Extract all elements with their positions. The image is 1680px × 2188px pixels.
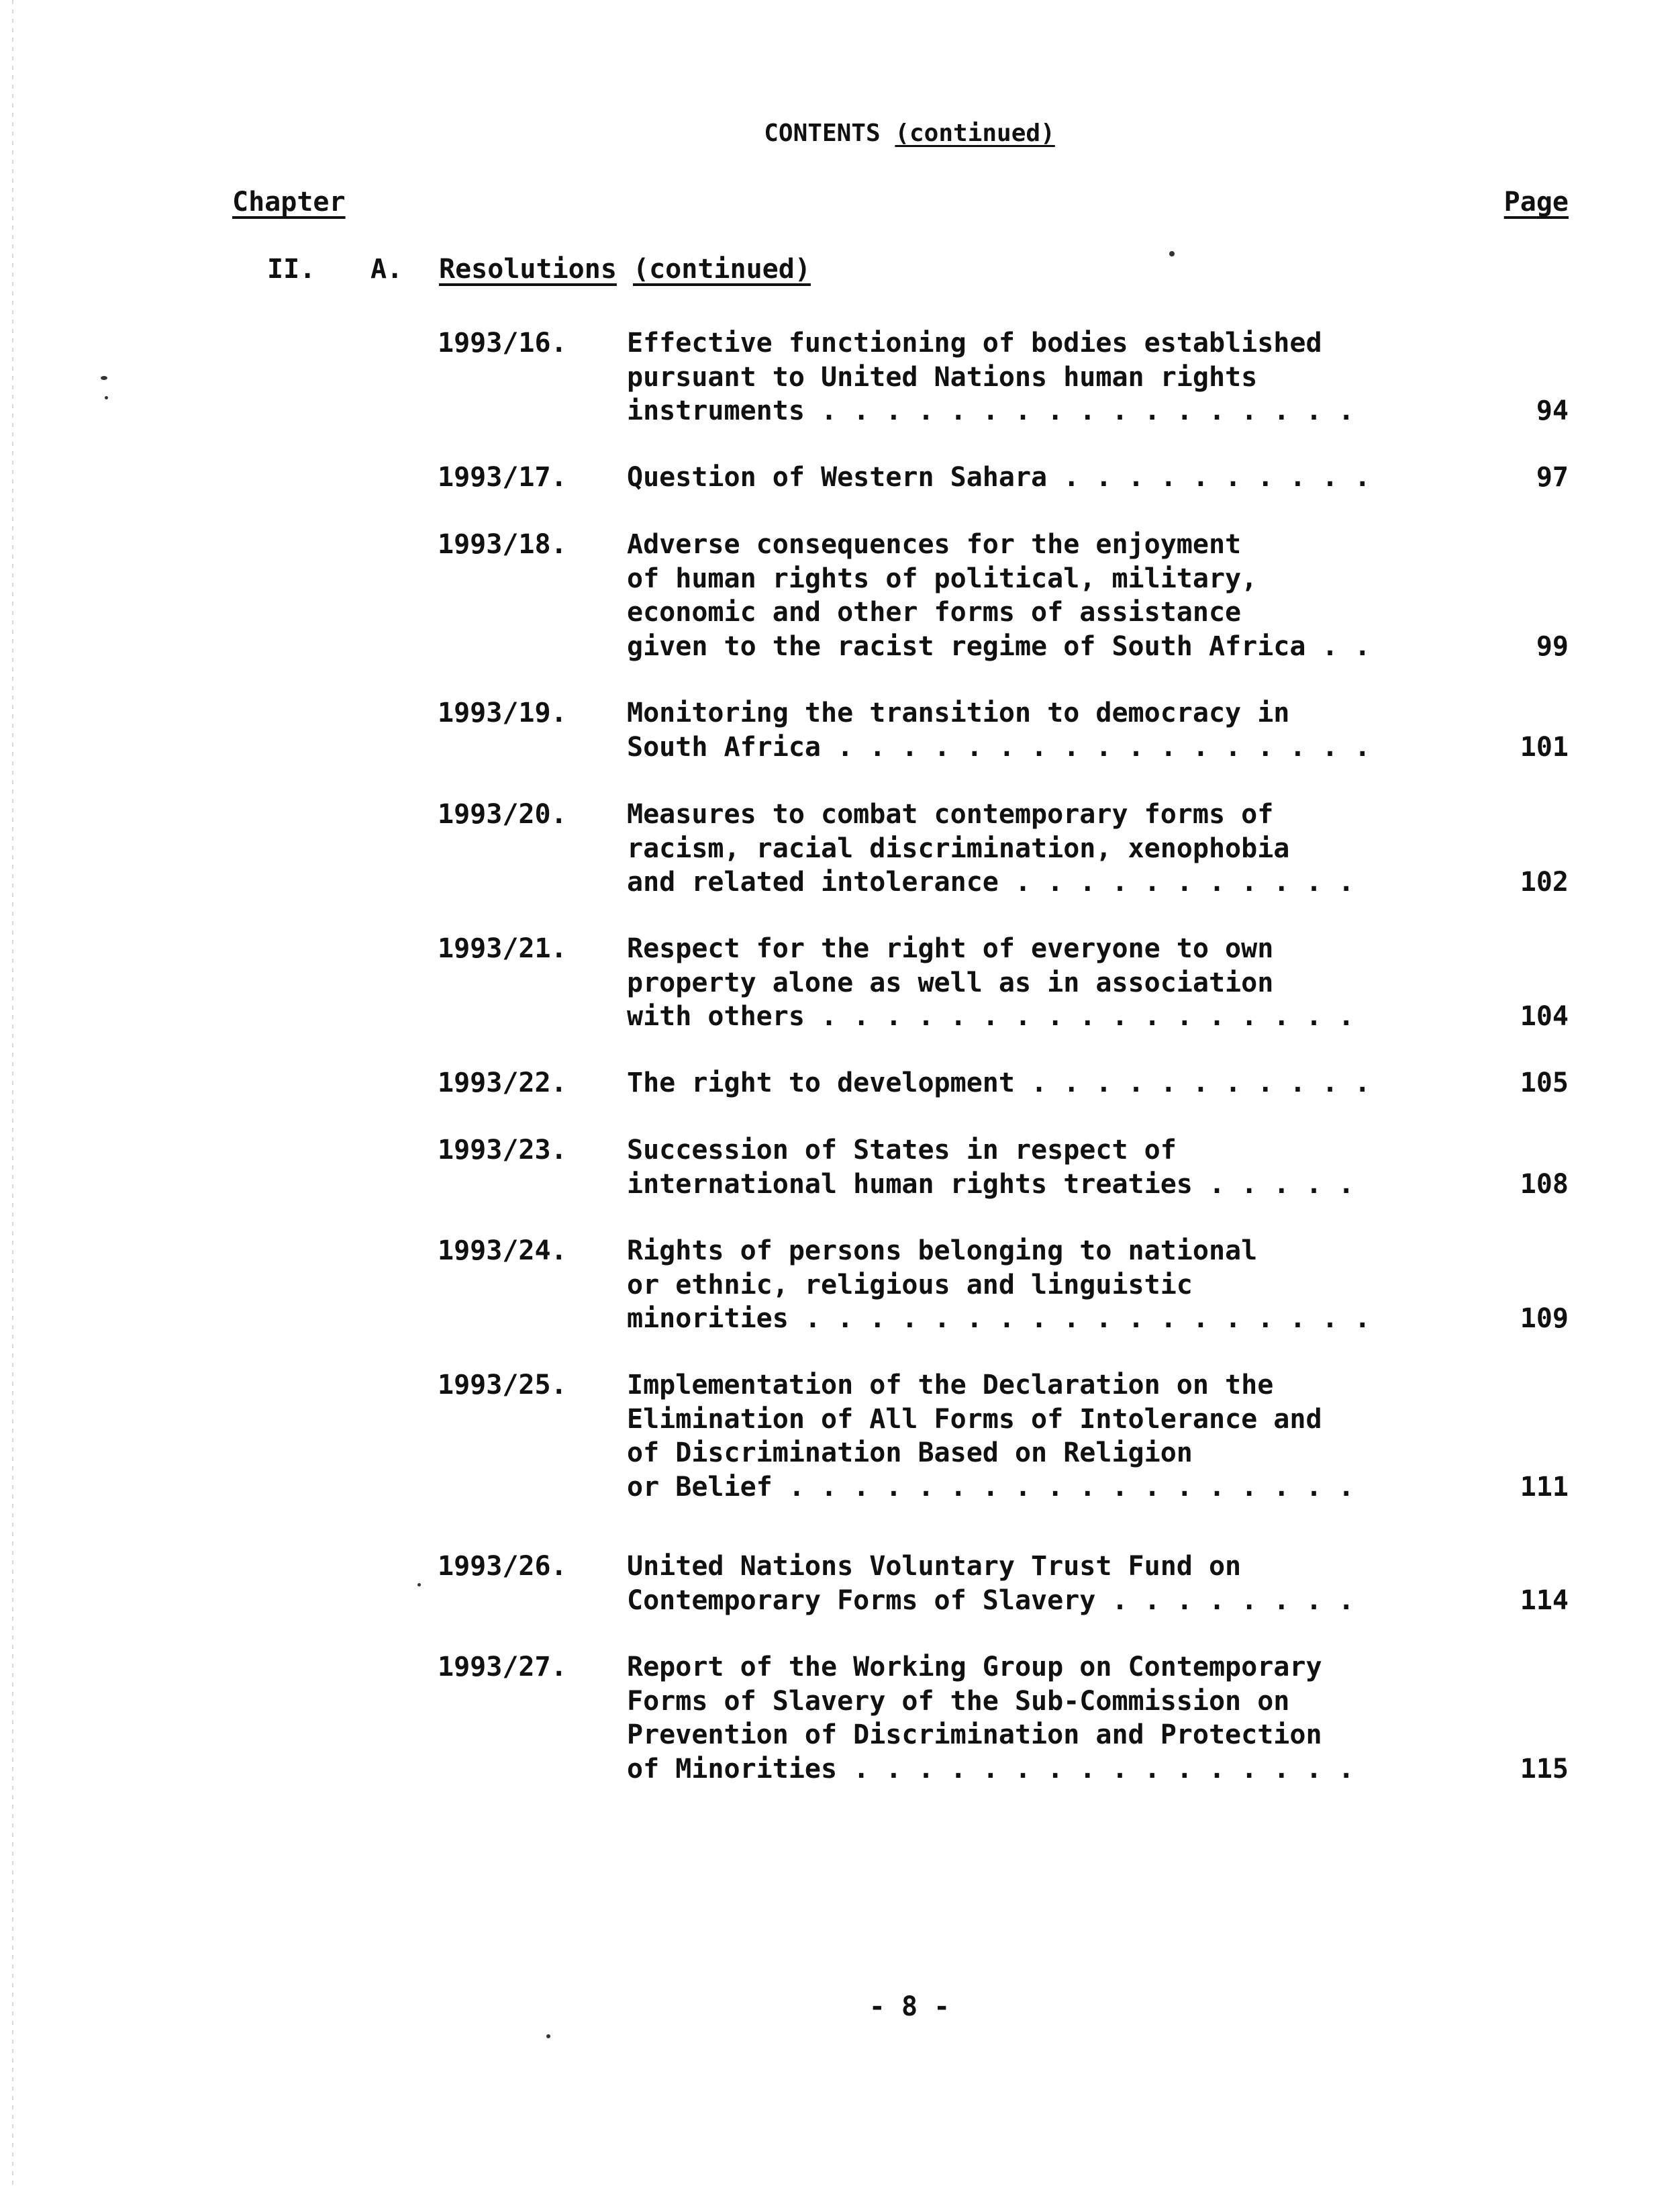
contents-title-main: CONTENTS (764, 120, 881, 147)
chapter-column-header: Chapter (232, 187, 346, 218)
page-reference: 104 (1520, 1001, 1569, 1032)
page-reference: 108 (1520, 1168, 1569, 1200)
resolution-title (627, 1133, 1419, 1201)
resolution-title-line: and related intolerance . . . . . . . . . . . (627, 867, 1354, 898)
resolution-title-line: or Belief . . . . . . . . . . . . . . . . . . (627, 1471, 1354, 1503)
resolution-title (627, 461, 1419, 495)
page-reference: 109 (1520, 1303, 1569, 1334)
resolution-number: 1993/19. (438, 698, 567, 728)
page-reference: 99 (1536, 630, 1569, 662)
resolution-title-line: international human rights treaties . . . . . (627, 1168, 1354, 1200)
resolution-title-line: Measures to combat contemporary forms of (627, 799, 1274, 830)
resolution-number: 1993/22. (438, 1067, 567, 1098)
scan-speck (101, 376, 107, 380)
scan-margin-line (12, 0, 13, 2188)
resolution-number: 1993/17. (438, 462, 567, 493)
resolution-title-line: Forms of Slavery of the Sub-Commission on (627, 1685, 1290, 1717)
resolution-number: 1993/27. (438, 1652, 567, 1682)
resolution-title-line: Elimination of All Forms of Intolerance and (627, 1403, 1322, 1435)
resolution-title-line: Adverse consequences for the enjoyment (627, 529, 1242, 560)
resolution-title (627, 932, 1419, 1034)
resolution-title (627, 1368, 1419, 1504)
section-number: II. (267, 254, 316, 285)
section-letter: A. (370, 254, 403, 285)
resolution-title-line: South Africa . . . . . . . . . . . . . . . . . (627, 731, 1371, 763)
resolution-title-line: instruments . . . . . . . . . . . . . . . . . (627, 395, 1354, 426)
resolution-title (627, 1234, 1419, 1336)
resolution-title-line: Report of the Working Group on Contemporary (627, 1652, 1322, 1682)
resolution-title-line: pursuant to United Nations human rights (627, 361, 1258, 393)
resolution-title-line: Monitoring the transition to democracy in (627, 698, 1290, 728)
resolution-title (627, 696, 1419, 764)
resolution-number: 1993/23. (438, 1135, 567, 1166)
scan-speck (105, 396, 108, 399)
resolution-number: 1993/16. (438, 328, 567, 359)
scan-speck (546, 2034, 550, 2038)
resolution-number: 1993/21. (438, 933, 567, 964)
resolution-title-line: Effective functioning of bodies established (627, 328, 1322, 359)
resolution-title (627, 1650, 1419, 1786)
resolution-title-line: of Minorities . . . . . . . . . . . . . . . . (627, 1753, 1354, 1785)
page-reference: 111 (1520, 1471, 1569, 1503)
contents-title (0, 120, 1680, 147)
resolution-number: 1993/25. (438, 1370, 567, 1400)
resolution-title-line: Contemporary Forms of Slavery . . . . . . . . (627, 1584, 1354, 1616)
resolution-title-line: Prevention of Discrimination and Protection (627, 1719, 1322, 1750)
page-reference: 97 (1536, 462, 1569, 493)
resolution-title-line: property alone as well as in association (627, 967, 1274, 998)
page-reference: 114 (1520, 1584, 1569, 1616)
resolution-title-line: Succession of States in respect of (627, 1135, 1177, 1166)
resolution-number: 1993/24. (438, 1235, 567, 1266)
page-reference: 115 (1520, 1753, 1569, 1785)
resolution-title-line: with others . . . . . . . . . . . . . . . . . (627, 1001, 1354, 1032)
resolution-title-line: or ethnic, religious and linguistic (627, 1269, 1193, 1300)
section-title-text: Resolutions (439, 254, 617, 285)
resolution-title-line: given to the racist regime of South Africa . . (627, 630, 1371, 662)
page-column-header: Page (1503, 187, 1569, 218)
resolution-title (627, 1066, 1419, 1100)
section-title-continued: (continued) (633, 254, 811, 285)
resolution-title-line: Rights of persons belonging to national (627, 1235, 1258, 1266)
page-reference: 105 (1520, 1067, 1569, 1098)
resolution-title-line: minorities . . . . . . . . . . . . . . . . . . (627, 1303, 1371, 1334)
resolution-title (627, 528, 1419, 663)
resolution-title (627, 798, 1419, 900)
resolution-title-line: United Nations Voluntary Trust Fund on (627, 1551, 1242, 1582)
page-reference: 101 (1520, 731, 1569, 763)
page-number: - 8 - (869, 1991, 950, 2022)
resolution-title (627, 326, 1419, 428)
resolution-title-line: racism, racial discrimination, xenophobia (627, 833, 1290, 864)
page-reference: 94 (1536, 395, 1569, 426)
resolution-title-line: Respect for the right of everyone to own (627, 933, 1274, 964)
scan-speck (417, 1583, 421, 1586)
scan-speck (1169, 251, 1175, 256)
resolution-title-line: of human rights of political, military, (627, 563, 1258, 594)
resolution-title-line: The right to development . . . . . . . . . . . (627, 1067, 1371, 1098)
resolution-number: 1993/26. (438, 1551, 567, 1582)
section-title (439, 254, 811, 285)
resolution-title-line: of Discrimination Based on Religion (627, 1437, 1193, 1468)
resolution-title (627, 1550, 1419, 1617)
resolution-title-line: economic and other forms of assistance (627, 597, 1242, 628)
page-reference: 102 (1520, 867, 1569, 898)
resolution-number: 1993/18. (438, 529, 567, 560)
contents-title-continued: (continued) (895, 120, 1055, 147)
resolution-number: 1993/20. (438, 799, 567, 830)
resolution-title-line: Implementation of the Declaration on the (627, 1370, 1274, 1400)
resolution-title-line: Question of Western Sahara . . . . . . . . . . (627, 462, 1371, 493)
